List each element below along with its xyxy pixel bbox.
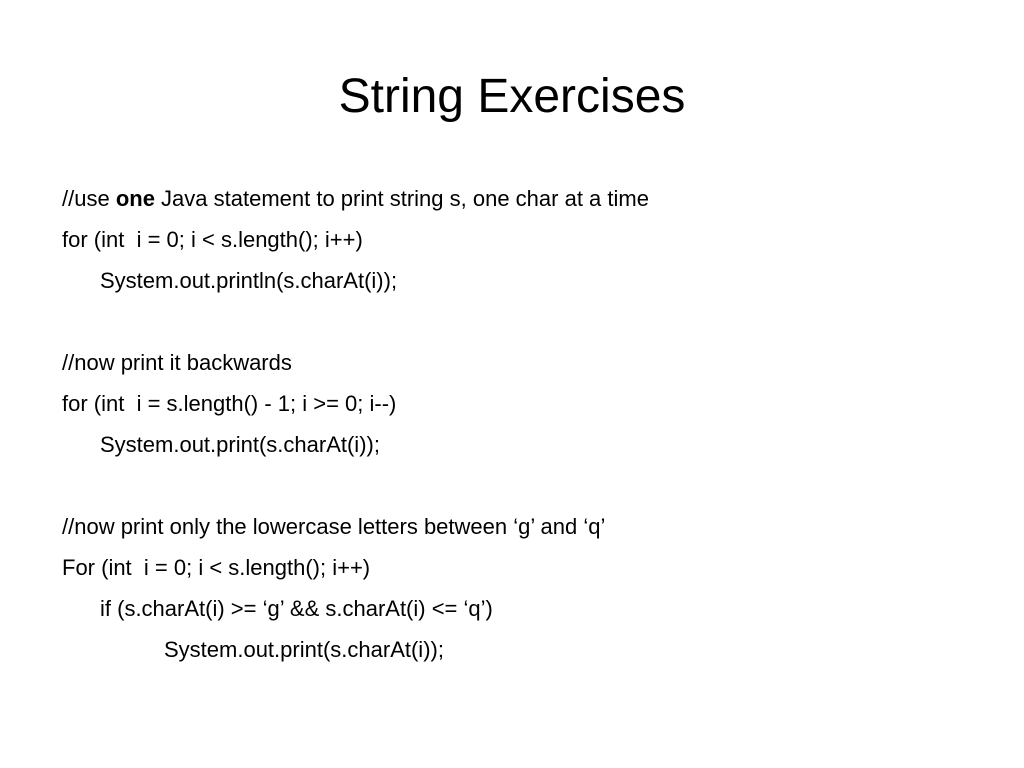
comment-line-lowercase: //now print only the lowercase letters between ‘g’ and ‘q’ bbox=[62, 514, 606, 539]
code-line-for-forward: for (int i = 0; i < s.length(); i++) bbox=[62, 227, 363, 252]
code-line-for-lowercase: For (int i = 0; i < s.length(); i++) bbox=[62, 555, 371, 580]
slide-title: String Exercises bbox=[338, 70, 686, 123]
comment-line-one-statement bbox=[62, 184, 649, 214]
comment-suffix: Java statement to print string s, one char at a time bbox=[154, 186, 649, 211]
comment-line-backwards: //now print it backwards bbox=[62, 350, 292, 375]
code-line-print-lowercase: System.out.print(s.charAt(i)); bbox=[164, 637, 444, 662]
emphasis-one: one bbox=[115, 186, 155, 211]
code-line-if-condition: if (s.charAt(i) >= ‘g’ && s.charAt(i) <= ‘q’) bbox=[100, 596, 493, 621]
code-line-for-backward: for (int i = s.length() - 1; i >= 0; i--) bbox=[62, 391, 397, 416]
code-line-println: System.out.println(s.charAt(i)); bbox=[100, 268, 398, 293]
code-line-print-backward: System.out.print(s.charAt(i)); bbox=[100, 432, 380, 457]
comment-prefix: //use bbox=[62, 186, 116, 211]
